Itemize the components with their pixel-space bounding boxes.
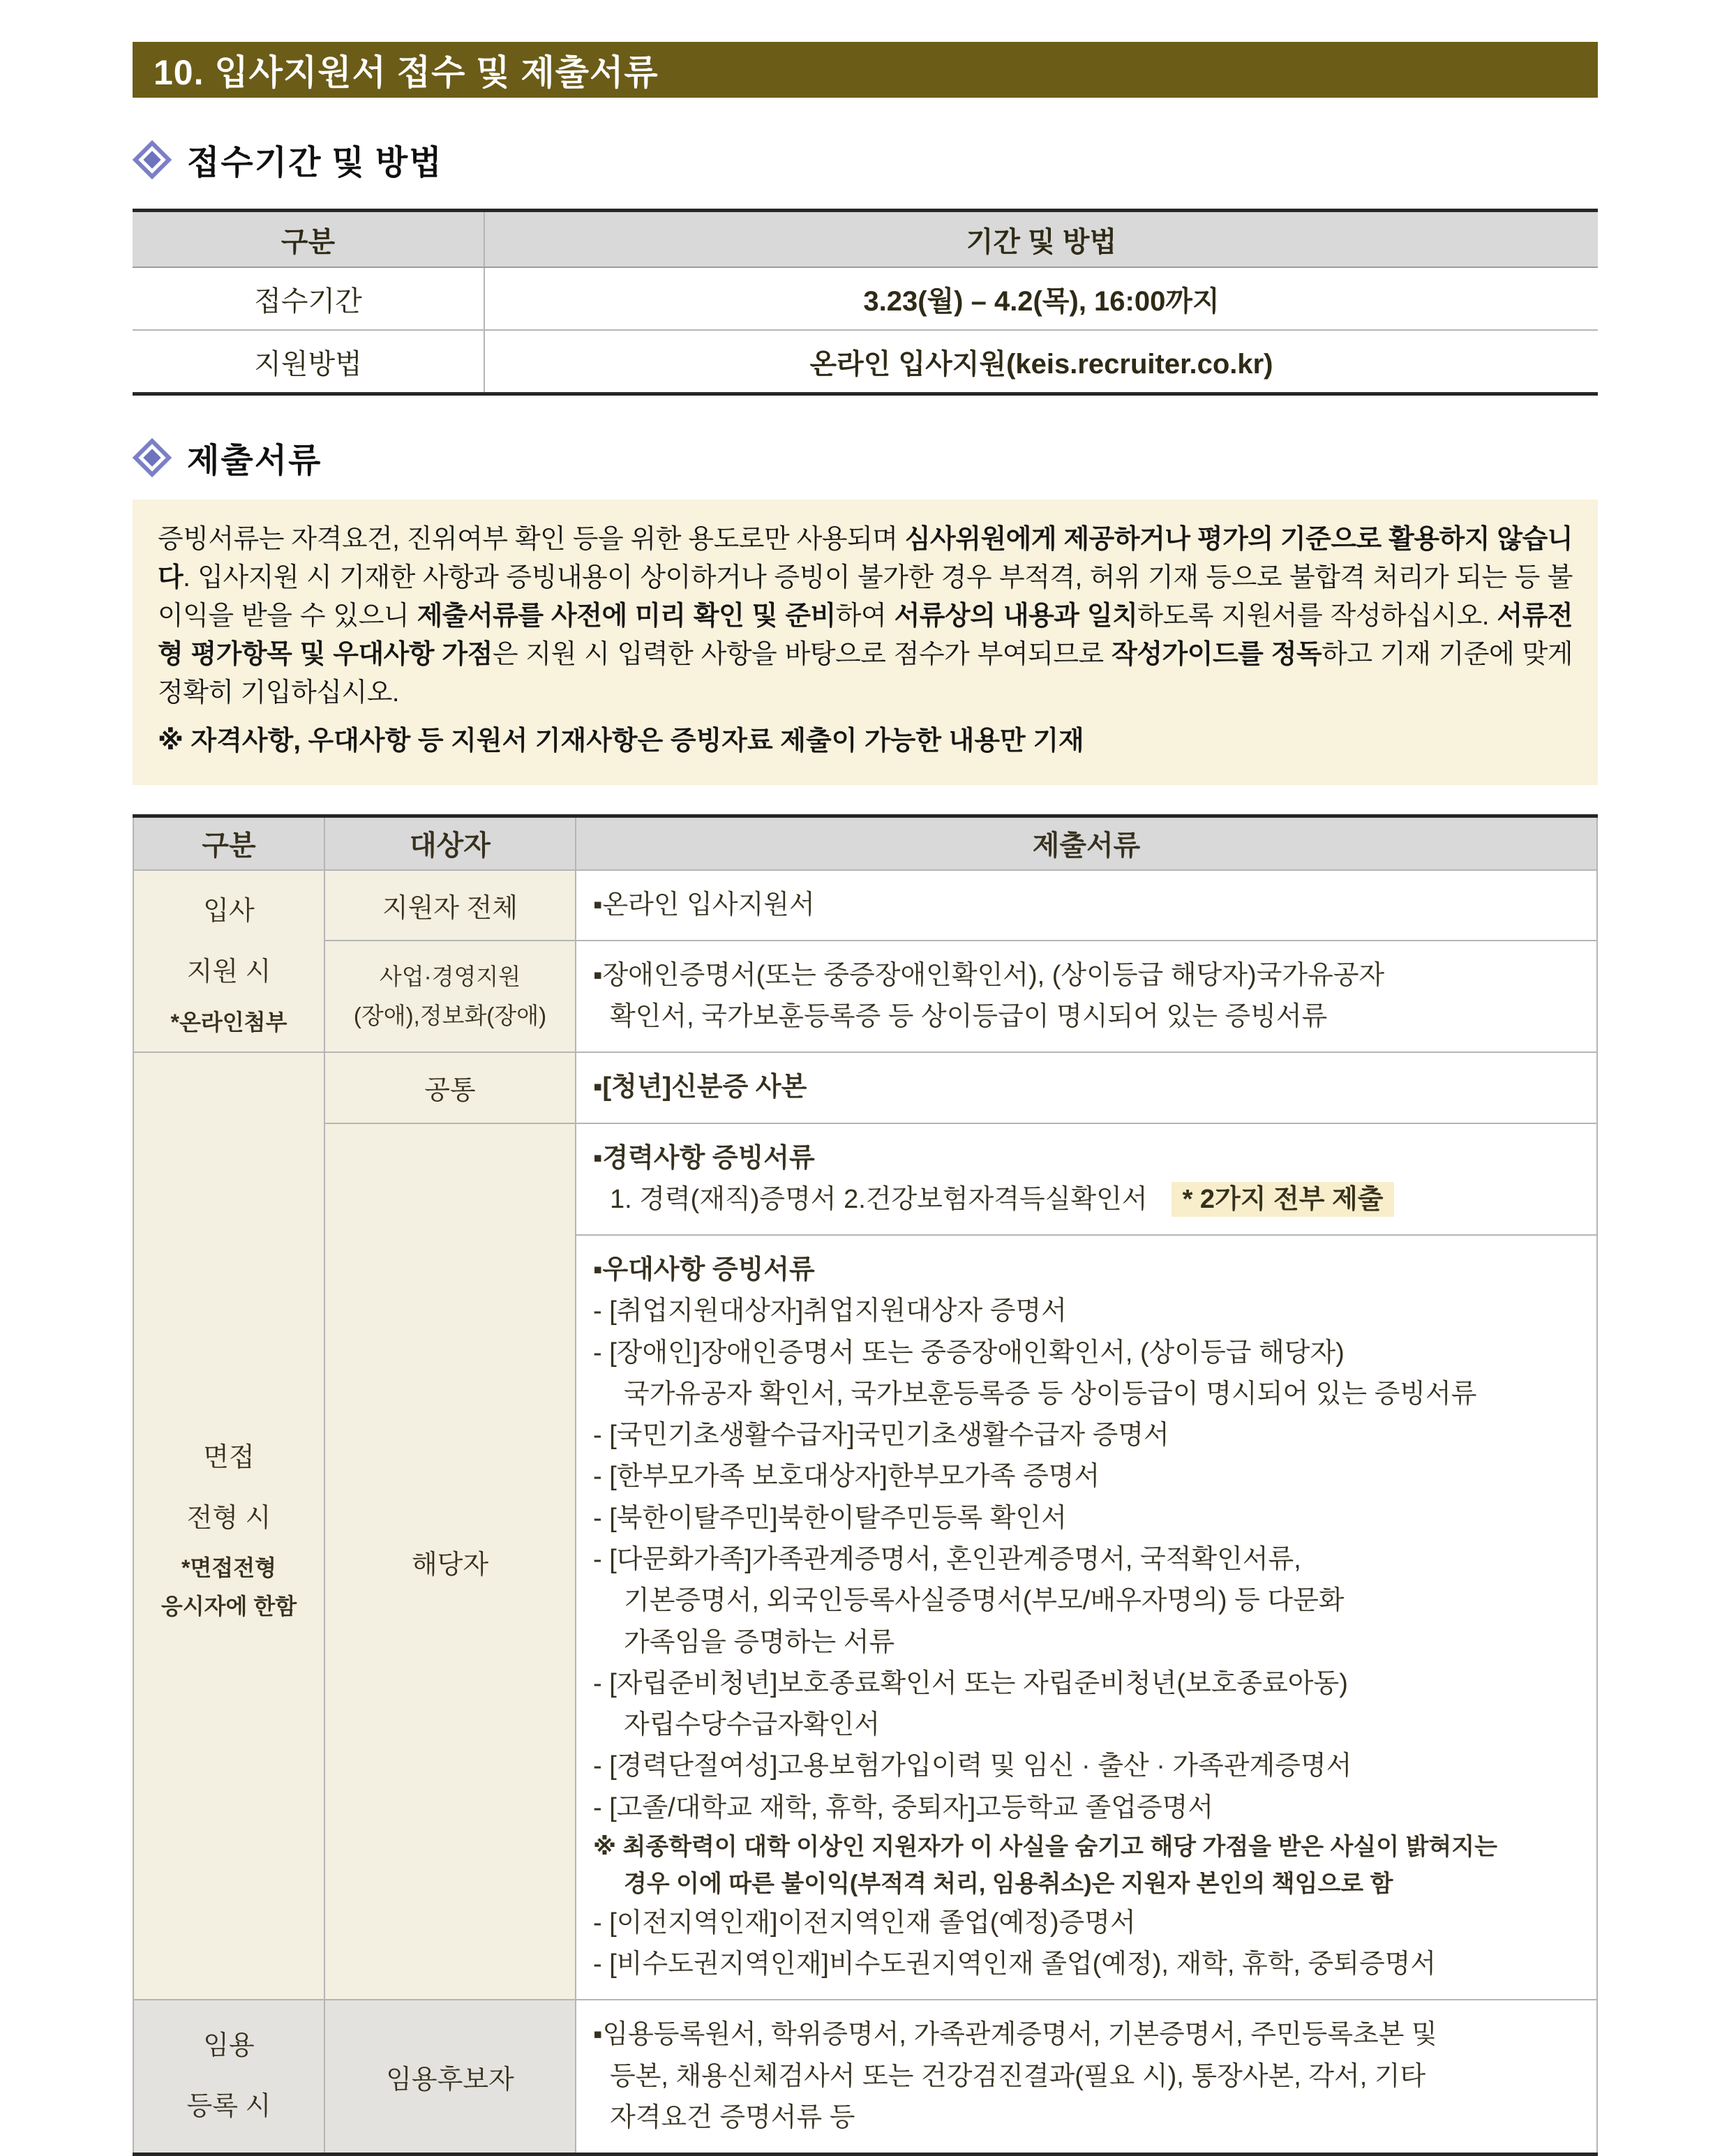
group-cell-interview <box>133 1052 324 2000</box>
diamond-icon-inner <box>143 151 160 168</box>
documents-table-header-row <box>133 816 1597 870</box>
section-title-bar <box>133 42 1598 98</box>
reception-method-value: 온라인 입사지원(keis.recruiter.co.kr) <box>484 330 1598 394</box>
target-cell-biz: 사업·경영지원 (장애),정보화(장애) <box>324 941 576 1053</box>
reception-table <box>133 209 1598 396</box>
heading-reception <box>133 135 1598 184</box>
heading-reception-text: 접수기간 및 방법 <box>187 144 443 181</box>
reception-row-period <box>133 267 1598 330</box>
row-appointment <box>133 2000 1597 2154</box>
reception-table-header-row <box>133 211 1598 268</box>
reception-method-label: 지원방법 <box>133 330 484 394</box>
documents-table <box>133 814 1598 2156</box>
preference-title: ▪우대사항 증빙서류 <box>593 1255 815 1285</box>
notice-note: ※ 자격사항, 우대사항 등 지원서 기재사항은 증빙자료 제출이 가능한 내용만 기재 <box>158 726 1084 756</box>
reception-period-value: 3.23(월) – 4.2(목), 16:00까지 <box>484 267 1598 330</box>
reception-th-gubun: 구분 <box>133 211 484 268</box>
target-cell-eligible: 해당자 <box>324 1123 576 2000</box>
doc-online-line: ▪온라인 입사지원서 <box>593 890 815 920</box>
reception-th-method: 기간 및 방법 <box>484 211 1598 268</box>
group-cell-appoint <box>133 2000 324 2154</box>
heading-documents <box>133 433 1598 481</box>
documents-th-target: 대상자 <box>324 816 576 870</box>
notice-box <box>133 500 1598 785</box>
diamond-icon <box>133 437 172 477</box>
row-apply-disability <box>133 941 1597 1053</box>
group-interview-sub: *면접전형 응시자에 한함 <box>160 1555 297 1619</box>
target-cell-candidate: 임용후보자 <box>324 2000 576 2154</box>
heading-documents-text: 제출서류 <box>187 442 322 479</box>
reception-row-method <box>133 330 1598 394</box>
group-appoint-lines: 임용 등록 시 <box>186 2030 271 2122</box>
reception-period-label: 접수기간 <box>133 267 484 330</box>
career-line-text: 1. 경력(재직)증명서 2.건강보험자격득실확인서 <box>610 1184 1148 1214</box>
group-interview-lines: 면접 전형 시 <box>186 1442 271 1534</box>
docs-cell-youth-id <box>576 1052 1597 1123</box>
notice-paragraph: 증빙서류는 자격요건, 진위여부 확인 등을 위한 용도로만 사용되며 심사위원에게 제공하거나 평가의 기준으로 활용하지 않습니다. 입사지원 시 기재한 사항과 증빙내용이 상이하거나 증빙이 불가한 경우 부적격, 허위 기재 등으로 불합격 처리가 되는 등 불이익을 받을 수 있으니 제출서류를 사전에 미리 확인 및 준비하여 서류상의 내용과 일치하도록 지원서를 작성하십시오. 서류전형 평가항목 및 우대사항 가점은 지원 시 입력한 사항을 바탕으로 점수가 부여되므로 작성가이드를 정독하고 기재 기준에 맞게 정확히 기입하십시오. <box>158 525 1573 708</box>
docs-cell-disability: ▪장애인증명서(또는 중증장애인확인서), (상이등급 해당자)국가유공자 확인서, 국가보훈등록증 등 상이등급이 명시되어 있는 증빙서류 <box>576 941 1597 1053</box>
target-cell-all: 지원자 전체 <box>324 870 576 941</box>
group-apply-sub: *온라인첨부 <box>170 1009 287 1035</box>
doc-youth-id-line: ▪[청년]신분증 사본 <box>593 1072 807 1102</box>
documents-th-docs: 제출서류 <box>576 816 1597 870</box>
row-apply-all <box>133 870 1597 941</box>
diamond-icon-inner <box>143 449 160 466</box>
docs-cell-online <box>576 870 1597 941</box>
career-title: ▪경력사항 증빙서류 <box>593 1143 815 1173</box>
group-cell-apply <box>133 870 324 1053</box>
docs-cell-career <box>576 1123 1597 1236</box>
row-interview-career <box>133 1123 1597 1236</box>
docs-cell-appoint: ▪임용등록원서, 학위증명서, 가족관계증명서, 기본증명서, 주민등록초본 및 등본, 채용신체검사서 또는 건강검진결과(필요 시), 통장사본, 각서, 기타 자격요건 증명서류 등 <box>576 2000 1597 2154</box>
group-apply-lines: 입사 지원 시 <box>186 896 271 987</box>
docs-cell-preference <box>576 1235 1597 2000</box>
career-line <box>593 1179 1580 1220</box>
target-cell-common: 공통 <box>324 1052 576 1123</box>
documents-th-gubun: 구분 <box>133 816 324 870</box>
preference-item-list: - [취업지원대상자]취업지원대상자 증명서 - [장애인]장애인증명서 또는 중증장애인확인서, (상이등급 해당자) 국가유공자 확인서, 국가보훈등록증 등 상이등급이 명시되어 있는 증빙서류 - [국민기초생활수급자]국민기초생활수급자 증명서 - [한부모가족 보호대상자]한부모가족 증명서 - [북한이탈주민]북한이탈주민등록 확인서 - [다문화가족]가족관계증명서, 혼인관계증명서, 국적확인서류, 기본증명서, 외국인등록사실증명서(부모/배우자명의) 등 다문화 가족임을 증명하는 서류 - [자립준비청년]보호종료확인서 또는 자립준비청년(보호종료아동) 자립수당수급자확인서 - [경력단절여성]고용보험가입이력 및 임신 · 출산 · 가족관계증명서 - [고졸/대학교 재학, 휴학, 중퇴자]고등학교 졸업증명서 ※ 최종학력이 대학 이상인 지원자가 이 사실을 숨기고 해당 가점을 받은 사실이 밝혀지는 경우 이에 따른 불이익(부적격 처리, 임용취소)은 지원자 본인의 책임으로 함 - [이전지역인재]이전지역인재 졸업(예정)증명서 - [비수도권지역인재]비수도권지역인재 졸업(예정), 재학, 휴학, 중퇴증명서 <box>593 1296 1497 1979</box>
diamond-icon <box>133 140 172 179</box>
career-highlight: * 2가지 전부 제출 <box>1172 1182 1395 1217</box>
row-interview-common <box>133 1052 1597 1123</box>
section-title-bar-text: 10. 입사지원서 접수 및 제출서류 <box>154 53 659 92</box>
